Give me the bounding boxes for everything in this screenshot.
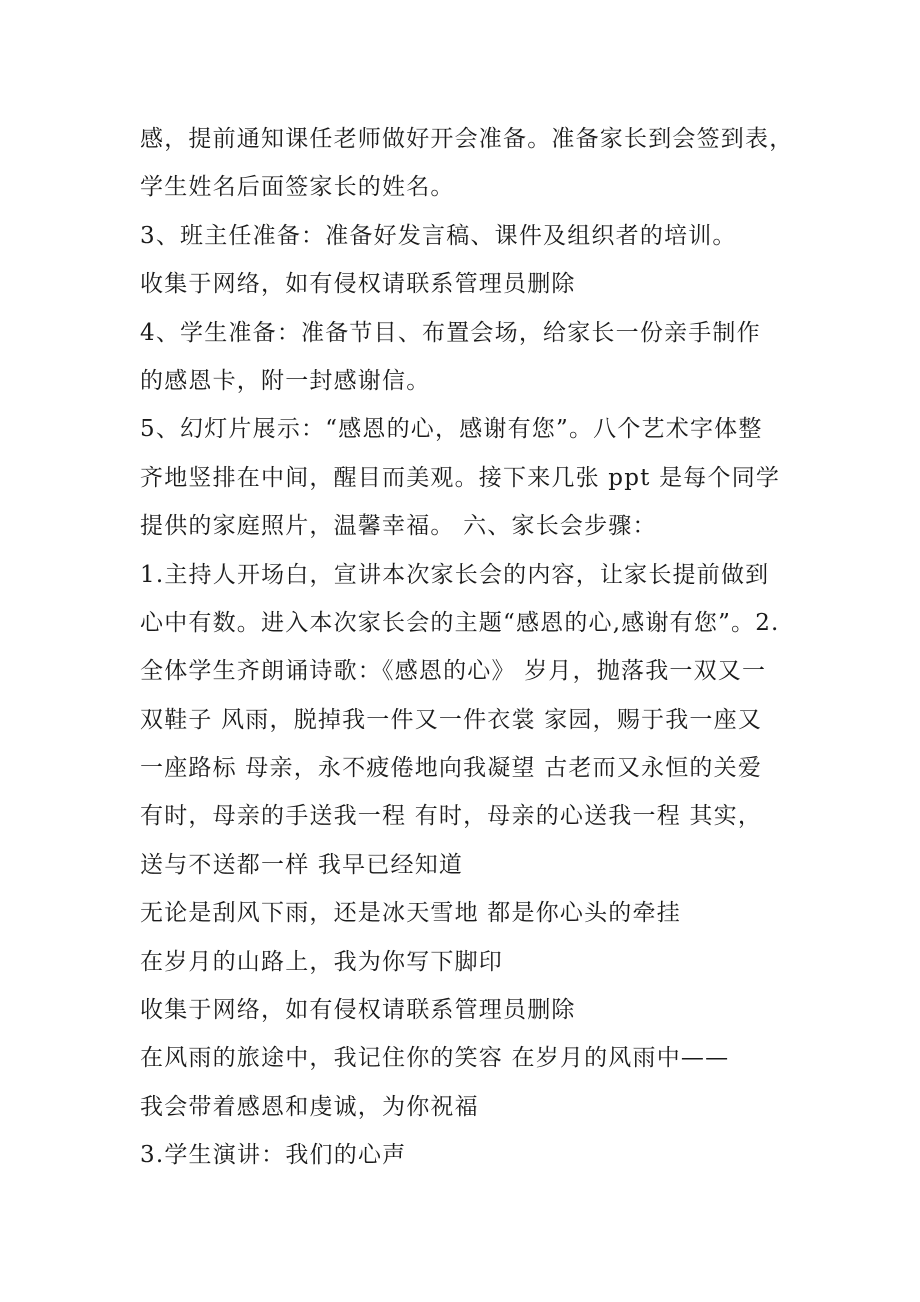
text-line: 感，提前通知课任老师做好开会准备。准备家长到会签到表， (140, 126, 794, 152)
document-text (140, 115, 800, 1180)
text-line: 我会带着感恩和虔诚，为你祝福 (140, 1093, 479, 1120)
text-line: 心中有数。进入本次家长会的主题“感恩的心,感谢有您”。2. (140, 609, 780, 636)
text-line: 1.主持人开场白，宣讲本次家长会的内容，让家长提前做到 (140, 561, 770, 588)
text-line: 齐地竖排在中间，醒目而美观。接下来几张 ppt 是每个同学 (140, 464, 781, 491)
text-line: 一座路标 母亲，永不疲倦地向我凝望 古老而又永恒的关爱 (140, 755, 763, 782)
text-line: 5、幻灯片展示：“感恩的心，感谢有您”。八个艺术字体整 (140, 416, 763, 443)
text-line: 有时，母亲的手送我一程 有时，母亲的心送我一程 其实， (140, 803, 763, 830)
text-line: 在岁月的山路上，我为你写下脚印 (140, 948, 503, 975)
text-line: 双鞋子 风雨，脱掉我一件又一件衣裳 家园，赐于我一座又 (140, 706, 763, 733)
text-line: 3.学生演讲：我们的心声 (140, 1142, 407, 1169)
text-line: 3、班主任准备：准备好发言稿、课件及组织者的培训。 (140, 222, 737, 249)
text-line: 全体学生齐朗诵诗歌：《感恩的心》 岁月，抛落我一双又一 (140, 658, 767, 685)
watermark-notice-line: 收集于网络，如有侵权请联系管理员删除 (140, 271, 576, 298)
text-line: 学生姓名后面签家长的姓名。 (140, 174, 455, 201)
text-line: 在风雨的旅途中，我记住你的笑容 在岁月的风雨中—— (140, 1045, 730, 1072)
text-line: 的感恩卡，附一封感谢信。 (140, 367, 431, 394)
text-line: 提供的家庭照片，温馨幸福。 六、家长会步骤： (140, 513, 657, 540)
text-line: 4、学生准备：准备节目、布置会场，给家长一份亲手制作 (140, 319, 761, 346)
watermark-notice-line: 收集于网络，如有侵权请联系管理员删除 (140, 997, 576, 1024)
text-line: 无论是刮风下雨，还是冰天雪地 都是你心头的牵挂 (140, 900, 681, 927)
text-line: 送与不送都一样 我早已经知道 (140, 851, 464, 878)
